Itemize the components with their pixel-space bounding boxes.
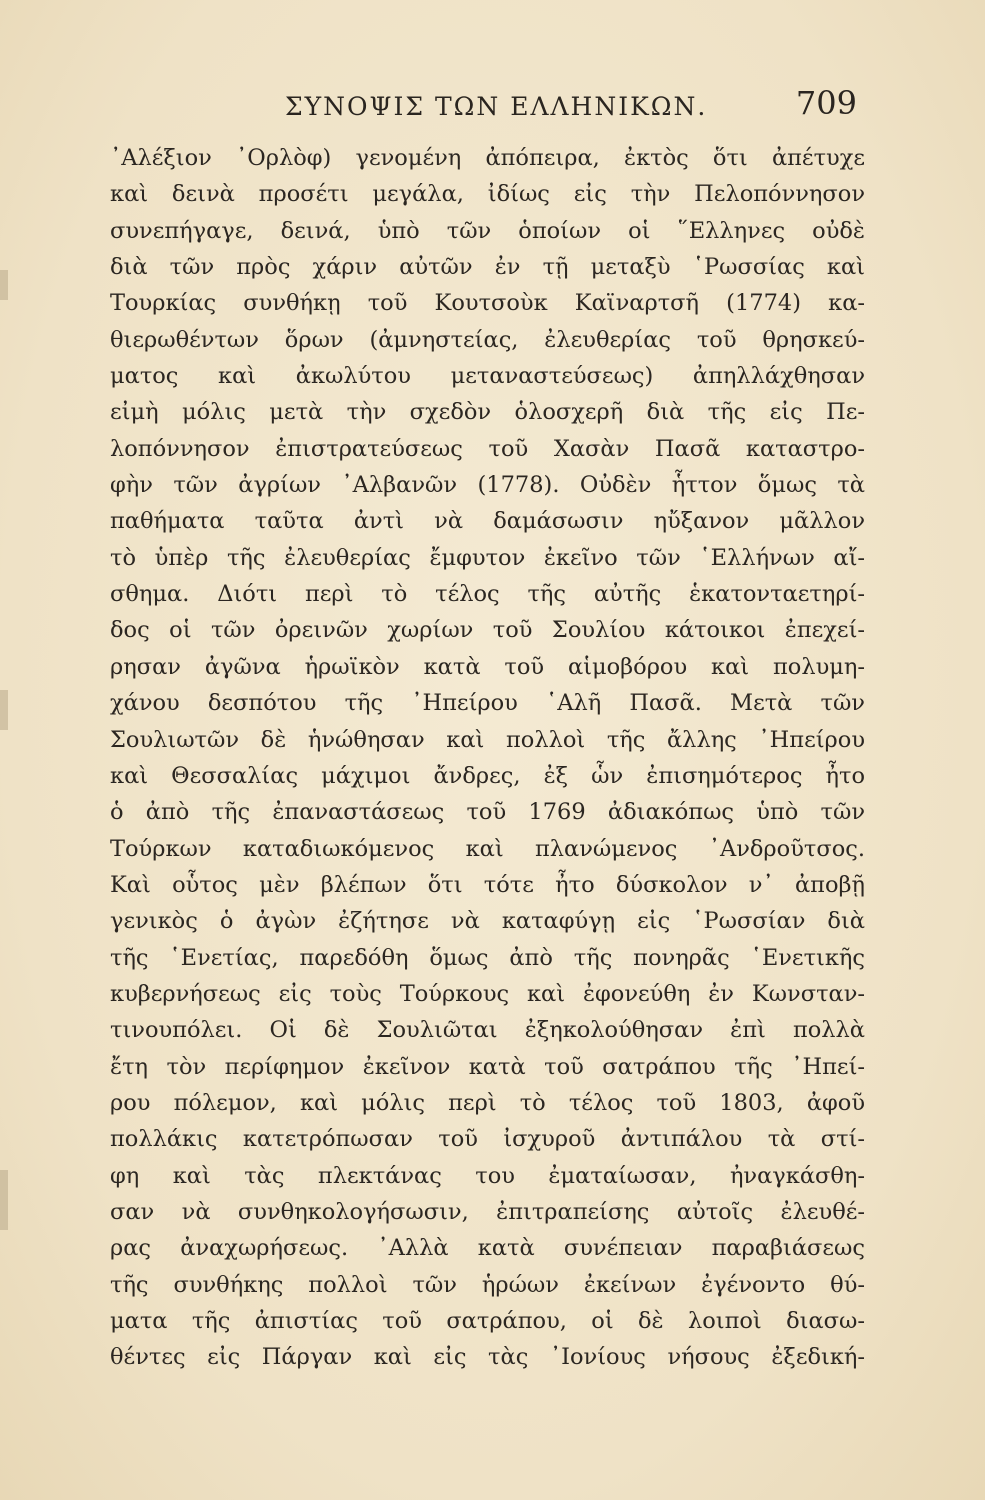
- body-text: [110, 140, 865, 1376]
- running-title: ΣΥΝΟΨΙΣ ΤΩΝ ΕΛΛΗΝΙΚΩΝ.: [285, 92, 708, 121]
- text-line: ματος καὶ ἀκωλύτου μεταναστεύσεως) ἀπηλλάχθησαν: [110, 363, 865, 390]
- text-line: τινουπόλει. Οἱ δὲ Σουλιῶται ἐξηκολούθησαν ἐπὶ πολλὰ: [110, 1017, 865, 1044]
- text-line: σαν νὰ συνθηκολογήσωσιν, ἐπιτραπείσης αὐτοῖς ἐλευθέ-: [110, 1198, 865, 1225]
- text-line: καὶ δεινὰ προσέτι μεγάλα, ἰδίως εἰς τὴν Πελοπόννησον: [110, 181, 865, 208]
- text-line: ρας ἀναχωρήσεως. ᾿Αλλὰ κατὰ συνέπειαν παραβιάσεως: [110, 1235, 865, 1262]
- page-number: 709: [795, 84, 857, 122]
- text-line: ρησαν ἀγῶνα ἡρωϊκὸν κατὰ τοῦ αἱμοβόρου καὶ πολυμη-: [110, 653, 865, 680]
- text-line: χάνου δεσπότου τῆς ᾿Ηπείρου ῾Αλῆ Πασᾶ. Μετὰ τῶν: [110, 690, 865, 717]
- text-line: φη καὶ τὰς πλεκτάνας του ἐματαίωσαν, ἠναγκάσθη-: [110, 1162, 865, 1189]
- text-line: ἔτη τὸν περίφημον ἐκεῖνον κατὰ τοῦ σατράπου τῆς ᾿Ηπεί-: [110, 1053, 865, 1080]
- text-line: διὰ τῶν πρὸς χάριν αὐτῶν ἐν τῇ μεταξὺ ῾Ρωσσίας καὶ: [110, 254, 865, 281]
- text-line: τῆς ῾Ενετίας, παρεδόθη ὅμως ἀπὸ τῆς πονηρᾶς ῾Ενετικῆς: [110, 944, 865, 971]
- text-line: Τουρκίας συνθήκῃ τοῦ Κουτσοὺκ Καϊναρτσῆ (1774) κα-: [110, 290, 865, 317]
- text-line: γενικὸς ὁ ἀγὼν ἐζήτησε νὰ καταφύγῃ εἰς ῾Ρωσσίαν διὰ: [110, 908, 865, 935]
- page-edge-mark: [0, 1170, 8, 1230]
- text-line: πολλάκις κατετρόπωσαν τοῦ ἰσχυροῦ ἀντιπάλου τὰ στί-: [110, 1126, 865, 1153]
- text-line: δος οἱ τῶν ὀρεινῶν χωρίων τοῦ Σουλίου κάτοικοι ἐπεχεί-: [110, 617, 865, 644]
- text-line: καὶ Θεσσαλίας μάχιμοι ἄνδρες, ἐξ ὧν ἐπισημότερος ἦτο: [110, 762, 865, 789]
- page-edge-mark: [0, 270, 8, 300]
- text-line: ρου πόλεμον, καὶ μόλις περὶ τὸ τέλος τοῦ 1803, ἀφοῦ: [110, 1089, 865, 1116]
- text-line: Τούρκων καταδιωκόμενος καὶ πλανώμενος ᾿Ανδροῦτσος.: [110, 835, 865, 862]
- page-header: [110, 82, 865, 132]
- text-line: ματα τῆς ἀπιστίας τοῦ σατράπου, οἱ δὲ λοιποὶ διασω-: [110, 1308, 865, 1334]
- text-line: Σουλιωτῶν δὲ ἡνώθησαν καὶ πολλοὶ τῆς ἄλλης ᾿Ηπείρου: [110, 726, 865, 753]
- page-edge-mark: [0, 690, 8, 730]
- text-line: ὁ ἀπὸ τῆς ἐπαναστάσεως τοῦ 1769 ἀδιακόπως ὑπὸ τῶν: [110, 799, 865, 826]
- text-line: εἰμὴ μόλις μετὰ τὴν σχεδὸν ὁλοσχερῆ διὰ τῆς εἰς Πε-: [110, 399, 865, 426]
- text-line: παθήματα ταῦτα ἀντὶ νὰ δαμάσωσιν ηὔξανον μᾶλλον: [110, 508, 865, 535]
- text-line: συνεπήγαγε, δεινά, ὑπὸ τῶν ὁποίων οἱ ῞Ελληνες οὐδὲ: [110, 217, 865, 244]
- text-line: ᾿Αλέξιον ᾿Ορλὸφ) γενομένη ἀπόπειρα, ἐκτὸς ὅτι ἀπέτυχε: [110, 145, 865, 171]
- text-line: Καὶ οὗτος μὲν βλέπων ὅτι τότε ἦτο δύσκολον ν᾿ ἀποβῇ: [110, 871, 865, 898]
- text-line: τὸ ὑπὲρ τῆς ἐλευθερίας ἔμφυτον ἐκεῖνο τῶν ῾Ελλήνων αἴ-: [110, 544, 865, 571]
- text-line: λοπόννησον ἐπιστρατεύσεως τοῦ Χασὰν Πασᾶ καταστρο-: [110, 435, 865, 462]
- text-line: θιερωθέντων ὅρων (ἀμνηστείας, ἐλευθερίας τοῦ θρησκεύ-: [110, 326, 865, 353]
- text-line: θέντες εἰς Πάργαν καὶ εἰς τὰς ᾿Ιονίους νήσους ἐξεδική-: [110, 1344, 865, 1371]
- text-line: τῆς συνθήκης πολλοὶ τῶν ἡρώων ἐκείνων ἐγένοντο θύ-: [110, 1271, 865, 1298]
- text-line: φὴν τῶν ἀγρίων ᾿Αλβανῶν (1778). Οὐδὲν ἧττον ὅμως τὰ: [110, 472, 865, 499]
- text-line: σθημα. Διότι περὶ τὸ τέλος τῆς αὐτῆς ἑκατονταετηρί-: [110, 581, 865, 608]
- text-line: κυβερνήσεως εἰς τοὺς Τούρκους καὶ ἐφονεύθη ἐν Κωνσταν-: [110, 980, 865, 1007]
